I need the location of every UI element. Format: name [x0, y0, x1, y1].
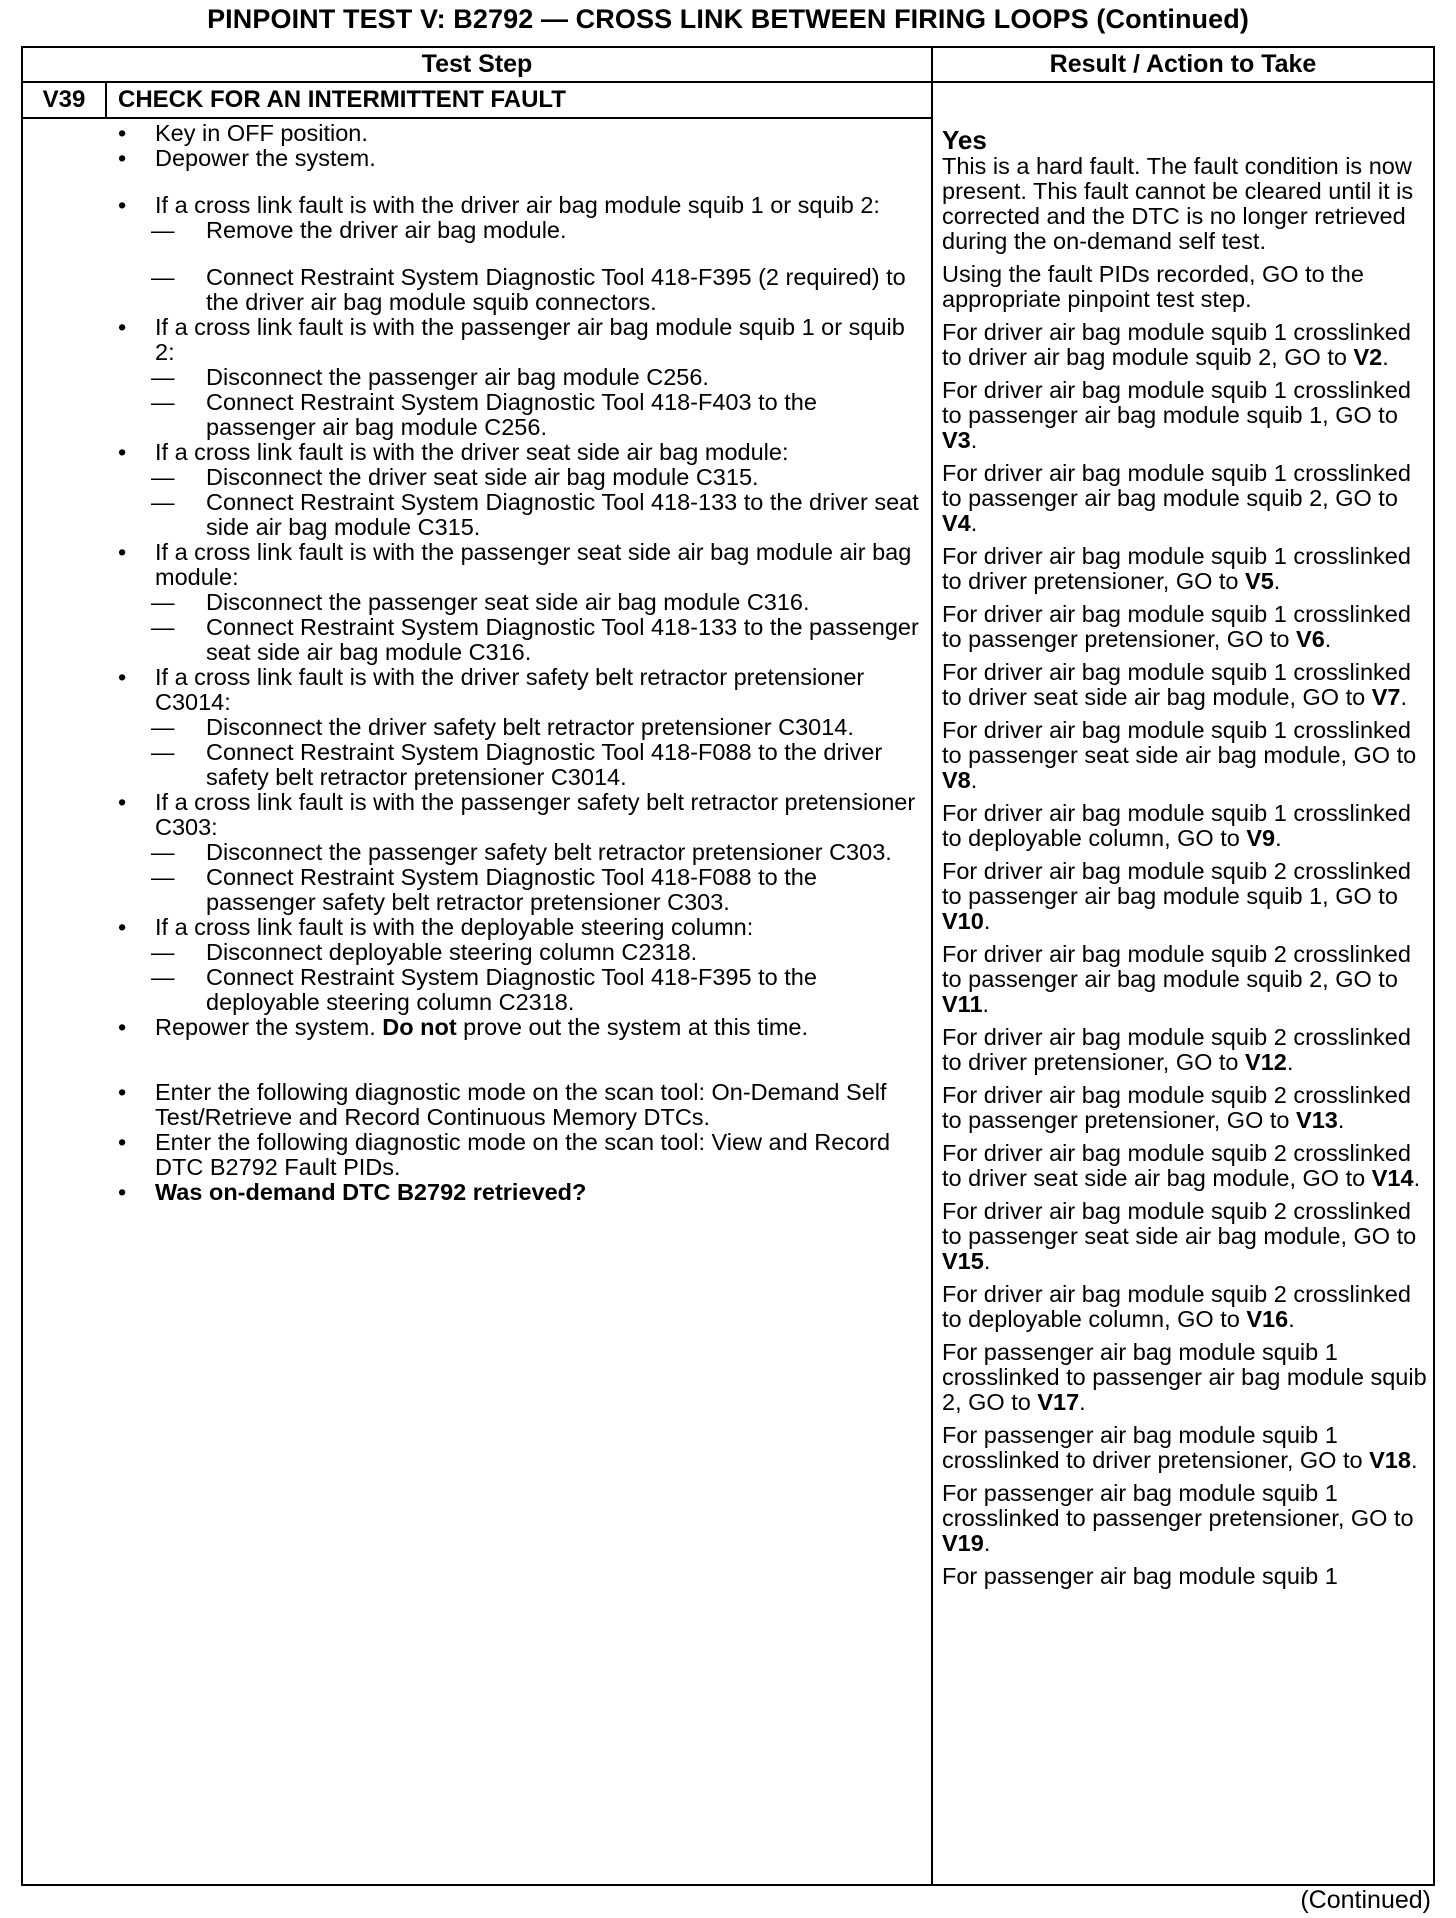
result-text: For driver air bag module squib 2 crosslinked to passenger seat side air bag module, GO to	[942, 1198, 1417, 1249]
result-text: For driver air bag module squib 1 crosslinked to passenger air bag module squib 2, GO to	[942, 460, 1411, 511]
bullet-icon: •	[118, 914, 127, 940]
result-text: For driver air bag module squib 2 crosslinked to driver pretensioner, GO to	[942, 1024, 1411, 1075]
result-text: For driver air bag module squib 1 crosslinked to driver seat side air bag module, GO to	[942, 659, 1411, 710]
instruction-item	[23, 121, 928, 146]
instruction-subitem	[23, 840, 928, 865]
instruction-item	[23, 146, 928, 171]
instruction-text: If a cross link fault is with the passenger air bag module squib 1 or squib 2:	[155, 314, 905, 365]
result-text: For driver air bag module squib 2 crosslinked to passenger pretensioner, GO to	[942, 1082, 1411, 1133]
dash-icon: —	[151, 389, 175, 415]
yes-label: Yes	[942, 125, 987, 155]
instruction-text: If a cross link fault is with the deployable steering column:	[155, 914, 754, 940]
continued-note: (Continued)	[1300, 1886, 1431, 1914]
goto-step-ref: V16	[1246, 1306, 1289, 1332]
result-text: For passenger air bag module squib 1 crosslinked to driver pretensioner, GO to	[942, 1422, 1370, 1473]
step-instructions	[23, 121, 928, 1205]
result-text: .	[982, 991, 990, 1017]
spacer	[23, 243, 928, 265]
result-paragraph	[942, 718, 1432, 793]
instruction-subitem	[23, 490, 928, 540]
step-id: V39	[23, 83, 107, 117]
instruction-subitem	[23, 590, 928, 615]
dash-icon: —	[151, 714, 175, 740]
goto-step-ref: V17	[1037, 1389, 1080, 1415]
column-divider	[931, 83, 933, 1884]
subitem-text: Disconnect the passenger seat side air bag module C316.	[206, 589, 810, 615]
instruction-text: If a cross link fault is with the passenger seat side air bag module air bag module:	[155, 539, 912, 590]
instruction-subitem	[23, 940, 928, 965]
bullet-icon: •	[118, 192, 127, 218]
instruction-text: Enter the following diagnostic mode on the scan tool: View and Record DTC B2792 Fault PIDs.	[155, 1129, 891, 1180]
instruction-subitem	[23, 715, 928, 740]
instruction-item	[23, 915, 928, 940]
instruction-item	[23, 440, 928, 465]
goto-step-ref: V6	[1296, 626, 1325, 652]
result-text: .	[970, 767, 978, 793]
instruction-subitem	[23, 465, 928, 490]
result-paragraph	[942, 1564, 1432, 1589]
instruction-subitem	[23, 390, 928, 440]
dash-icon: —	[151, 589, 175, 615]
instruction-text: If a cross link fault is with the driver seat side air bag module:	[155, 439, 789, 465]
instruction-text: prove out the system at this time.	[456, 1014, 808, 1040]
pinpoint-test-table	[21, 46, 1435, 1886]
bullet-icon: •	[118, 120, 127, 146]
result-text: For passenger air bag module squib 1 crosslinked to passenger pretensioner, GO to	[942, 1480, 1414, 1531]
result-text: This is a hard fault. The fault condition is now present. This fault cannot be cleared until it is corrected and the DTC is no longer retrieved during the on-demand self test.	[942, 153, 1414, 254]
result-paragraph	[942, 1199, 1432, 1274]
result-text: For driver air bag module squib 1 crosslinked to passenger pretensioner, GO to	[942, 601, 1411, 652]
spacer	[23, 1040, 928, 1080]
result-paragraph	[942, 320, 1432, 370]
result-text: .	[1079, 1389, 1086, 1415]
instruction-item	[23, 790, 928, 840]
instruction-text: If a cross link fault is with the passenger safety belt retractor pretensioner C303:	[155, 789, 916, 840]
instruction-emphasis: Was on-demand DTC B2792 retrieved?	[155, 1179, 587, 1205]
result-text: .	[1275, 825, 1282, 851]
result-paragraph	[942, 1423, 1432, 1473]
goto-step-ref: V19	[942, 1530, 984, 1556]
goto-step-ref: V5	[1245, 568, 1274, 594]
instruction-subitem	[23, 218, 928, 243]
instruction-item	[23, 315, 928, 365]
result-text: For driver air bag module squib 2 crosslinked to driver seat side air bag module, GO to	[942, 1140, 1411, 1191]
subitem-text: Connect Restraint System Diagnostic Tool 418-F395 to the deployable steering column C2318.	[206, 964, 817, 1015]
instruction-item	[23, 193, 928, 218]
result-text: .	[970, 510, 978, 536]
result-paragraph	[942, 660, 1432, 710]
goto-step-ref: V12	[1245, 1049, 1287, 1075]
subitem-text: Connect Restraint System Diagnostic Tool 418-F088 to the passenger safety belt retractor pretensioner C303.	[206, 864, 817, 915]
goto-step-ref: V10	[942, 908, 984, 934]
result-text: For driver air bag module squib 2 crosslinked to passenger air bag module squib 2, GO to	[942, 941, 1411, 992]
step-title: CHECK FOR AN INTERMITTENT FAULT	[118, 86, 566, 113]
test-step-column-header: Test Step	[23, 48, 933, 83]
subitem-text: Disconnect deployable steering column C2318.	[206, 939, 698, 965]
result-paragraph	[942, 1083, 1432, 1133]
result-paragraph	[942, 1141, 1432, 1191]
dash-icon: —	[151, 939, 175, 965]
result-text: Using the fault PIDs recorded, GO to the appropriate pinpoint test step.	[942, 261, 1364, 312]
step-header-row	[23, 83, 933, 119]
dash-icon: —	[151, 264, 175, 290]
result-paragraph	[942, 801, 1432, 851]
dash-icon: —	[151, 489, 175, 515]
bullet-icon: •	[118, 1079, 127, 1105]
spacer	[23, 171, 928, 193]
result-paragraph	[942, 942, 1432, 1017]
dash-icon: —	[151, 964, 175, 990]
goto-step-ref: V15	[942, 1248, 984, 1274]
instruction-item	[23, 1130, 928, 1180]
result-text: For passenger air bag module squib 1	[942, 1563, 1338, 1589]
dash-icon: —	[151, 739, 175, 765]
result-actions	[942, 121, 1432, 1597]
result-text: For driver air bag module squib 1 crosslinked to passenger seat side air bag module, GO to	[942, 717, 1417, 768]
instruction-text: Enter the following diagnostic mode on the scan tool: On-Demand Self Test/Retrieve and Record Continuous Memory DTCs.	[155, 1079, 887, 1130]
result-paragraph	[942, 154, 1432, 254]
result-paragraph	[942, 1481, 1432, 1556]
goto-step-ref: V9	[1246, 825, 1276, 851]
page-title: PINPOINT TEST V: B2792 — CROSS LINK BETWEEN FIRING LOOPS (Continued)	[207, 4, 1249, 34]
instruction-text: Depower the system.	[155, 145, 376, 171]
subitem-text: Disconnect the driver safety belt retractor pretensioner C3014.	[206, 714, 854, 740]
goto-step-ref: V13	[1296, 1107, 1338, 1133]
instruction-text: If a cross link fault is with the driver air bag module squib 1 or squib 2:	[155, 192, 880, 218]
goto-step-ref: V8	[942, 767, 971, 793]
goto-step-ref: V18	[1369, 1447, 1411, 1473]
result-text: For driver air bag module squib 1 crosslinked to deployable column, GO to	[942, 800, 1411, 851]
result-paragraph	[942, 1340, 1432, 1415]
dash-icon: —	[151, 364, 175, 390]
subitem-text: Connect Restraint System Diagnostic Tool 418-133 to the passenger seat side air bag module C316.	[206, 614, 919, 665]
result-text: For driver air bag module squib 1 crosslinked to driver air bag module squib 2, GO to	[942, 319, 1411, 370]
dash-icon: —	[151, 464, 175, 490]
instruction-item	[23, 540, 928, 590]
result-paragraph	[942, 544, 1432, 594]
result-paragraph	[942, 859, 1432, 934]
result-text: For driver air bag module squib 1 crosslinked to passenger air bag module squib 1, GO to	[942, 377, 1411, 428]
goto-step-ref: V3	[942, 427, 971, 453]
bullet-icon: •	[118, 1129, 127, 1155]
result-text: .	[1400, 684, 1408, 710]
result-text: .	[1324, 626, 1332, 652]
result-text: .	[970, 427, 978, 453]
result-paragraph	[942, 461, 1432, 536]
result-paragraph	[942, 602, 1432, 652]
instruction-subitem	[23, 265, 928, 315]
bullet-icon: •	[118, 1179, 127, 1205]
subitem-text: Remove the driver air bag module.	[206, 217, 567, 243]
result-paragraph	[942, 378, 1432, 453]
result-text: For driver air bag module squib 1 crosslinked to driver pretensioner, GO to	[942, 543, 1411, 594]
instruction-emphasis: Do not	[382, 1014, 457, 1040]
goto-step-ref: V11	[942, 991, 983, 1017]
bullet-icon: •	[118, 1014, 127, 1040]
result-column-header: Result / Action to Take	[933, 48, 1433, 83]
result-text: For passenger air bag module squib 1 crosslinked to passenger air bag module squib 2, GO to	[942, 1339, 1427, 1415]
result-text: .	[1382, 344, 1389, 370]
subitem-text: Disconnect the passenger air bag module C256.	[206, 364, 709, 390]
instruction-item	[23, 1015, 928, 1040]
goto-step-ref: V4	[942, 510, 971, 536]
result-text: .	[1337, 1107, 1345, 1133]
bullet-icon: •	[118, 789, 127, 815]
subitem-text: Disconnect the passenger safety belt retractor pretensioner C303.	[206, 839, 892, 865]
instruction-subitem	[23, 740, 928, 790]
instruction-text: If a cross link fault is with the driver safety belt retractor pretensioner C3014:	[155, 664, 865, 715]
bullet-icon: •	[118, 145, 127, 171]
subitem-text: Connect Restraint System Diagnostic Tool 418-F088 to the driver safety belt retractor pretensioner C3014.	[206, 739, 883, 790]
result-text: .	[1286, 1049, 1294, 1075]
bullet-icon: •	[118, 439, 127, 465]
dash-icon: —	[151, 217, 175, 243]
goto-step-ref: V2	[1353, 344, 1383, 370]
instruction-subitem	[23, 865, 928, 915]
bullet-icon: •	[118, 314, 127, 340]
dash-icon: —	[151, 864, 175, 890]
result-text: For driver air bag module squib 2 crosslinked to passenger air bag module squib 1, GO to	[942, 858, 1411, 909]
instruction-subitem	[23, 365, 928, 390]
subitem-text: Connect Restraint System Diagnostic Tool 418-133 to the driver seat side air bag module C315.	[206, 489, 919, 540]
subitem-text: Connect Restraint System Diagnostic Tool 418-F395 (2 required) to the driver air bag module squib connectors.	[206, 264, 906, 315]
instruction-item	[23, 1080, 928, 1130]
result-paragraph	[942, 1025, 1432, 1075]
dash-icon: —	[151, 614, 175, 640]
instruction-subitem	[23, 965, 928, 1015]
result-text: .	[983, 1248, 991, 1274]
instruction-subitem	[23, 615, 928, 665]
bullet-icon: •	[118, 664, 127, 690]
subitem-text: Disconnect the driver seat side air bag module C315.	[206, 464, 759, 490]
goto-step-ref: V7	[1371, 684, 1401, 710]
bullet-icon: •	[118, 539, 127, 565]
instruction-text: Key in OFF position.	[155, 120, 368, 146]
result-text: For driver air bag module squib 2 crosslinked to deployable column, GO to	[942, 1281, 1411, 1332]
result-text: .	[983, 1530, 991, 1556]
result-text: .	[1273, 568, 1281, 594]
result-text: .	[1288, 1306, 1295, 1332]
result-text: .	[1413, 1165, 1421, 1191]
subitem-text: Connect Restraint System Diagnostic Tool 418-F403 to the passenger air bag module C256.	[206, 389, 817, 440]
dash-icon: —	[151, 839, 175, 865]
instruction-item	[23, 1180, 928, 1205]
goto-step-ref: V14	[1371, 1165, 1414, 1191]
instruction-text: Repower the system.	[155, 1014, 383, 1040]
result-paragraph	[942, 262, 1432, 312]
instruction-item	[23, 665, 928, 715]
result-text: .	[983, 908, 991, 934]
result-paragraph	[942, 1282, 1432, 1332]
result-text: .	[1410, 1447, 1418, 1473]
